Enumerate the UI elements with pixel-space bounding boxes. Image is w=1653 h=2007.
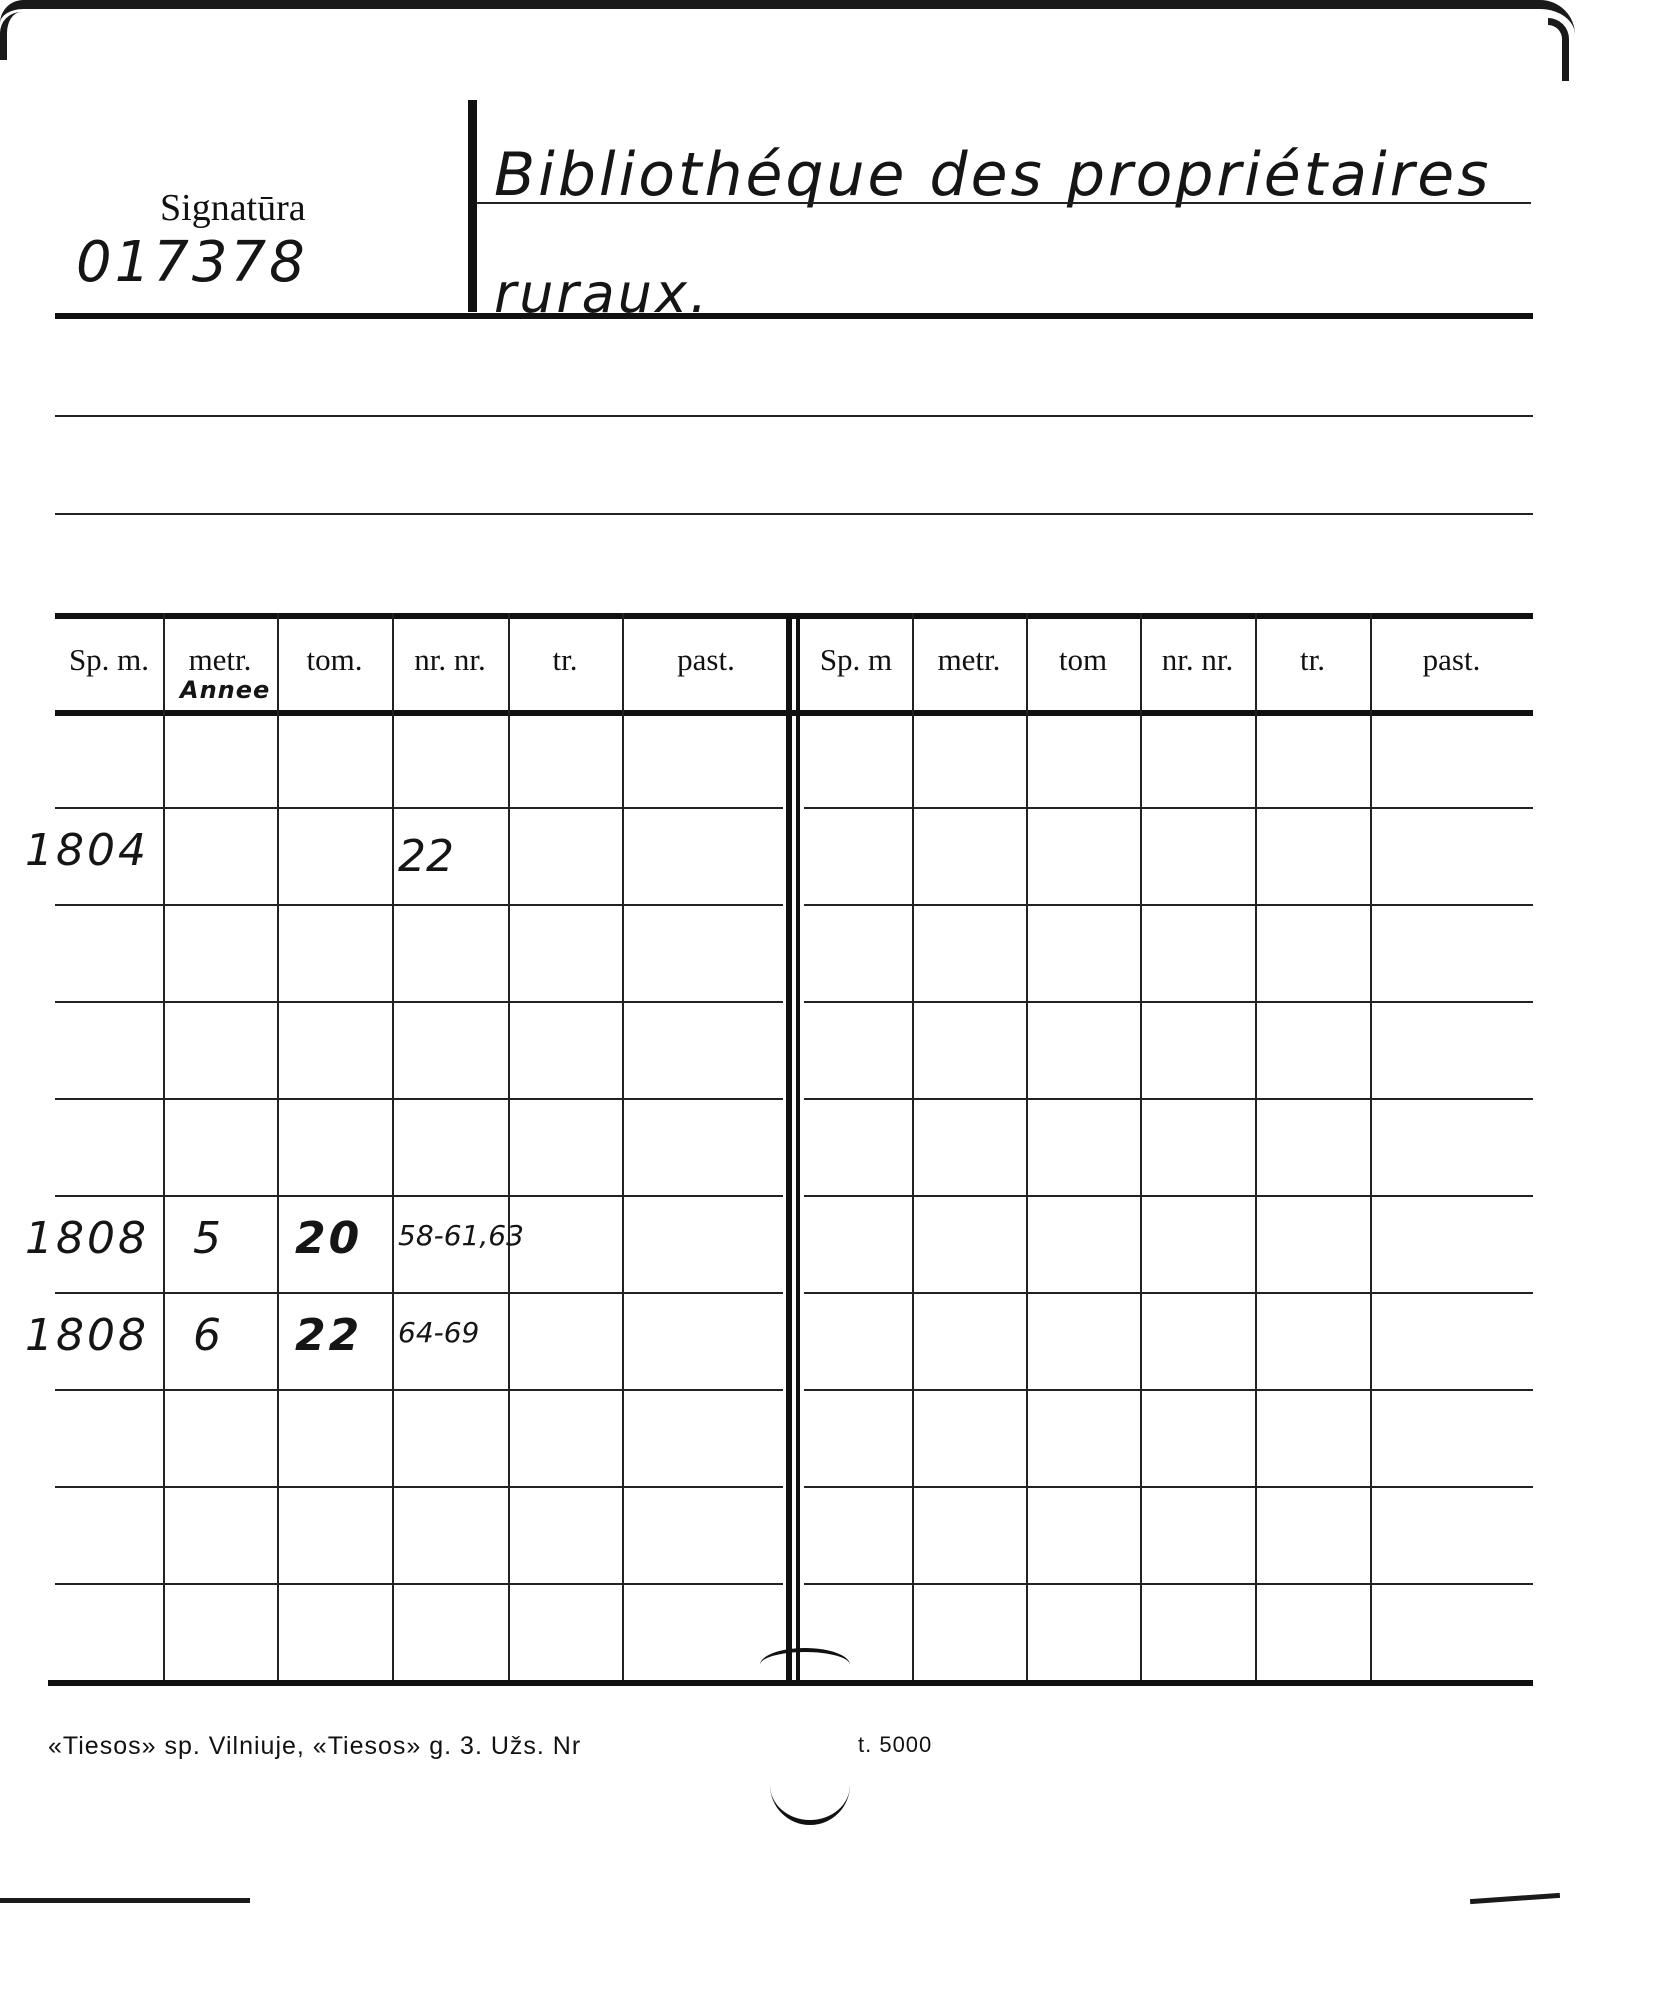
cell-nr: 22 [398, 831, 454, 882]
cell-nr: 64-69 [398, 1316, 480, 1349]
cell-nr: 58-61,63 [398, 1219, 524, 1252]
right-row-line [804, 904, 1533, 906]
left-row-line [55, 904, 783, 906]
card-bottom-edge-right [1470, 1893, 1560, 1904]
title-underline-1 [476, 202, 1531, 204]
left-row-line [55, 1195, 783, 1197]
left-row-line [55, 1098, 783, 1100]
right-row-line [804, 1486, 1533, 1488]
cell-tom: 20 [295, 1213, 363, 1264]
left-header-1: metr. [188, 642, 252, 677]
title-line-1: Bibliothéque des propriétaires [494, 140, 1492, 210]
right-header-0: Sp. m [819, 642, 893, 677]
left-column-line [508, 613, 510, 1680]
cell-sp: 1804 [25, 825, 149, 876]
left-header-3: nr. nr. [414, 642, 486, 677]
title-left-bar [468, 100, 477, 312]
right-header-3: nr. nr. [1161, 642, 1234, 677]
left-row-line [55, 1583, 783, 1585]
right-column-line [1140, 613, 1142, 1680]
left-row-line [55, 1292, 783, 1294]
left-header-2: tom. [306, 642, 363, 677]
right-header-4: tr. [1300, 642, 1325, 677]
left-row-line [55, 807, 783, 809]
right-column-line [912, 613, 914, 1680]
right-header-1: metr. [937, 642, 1001, 677]
signature-label: Signatūra [160, 187, 306, 229]
left-column-line [163, 613, 165, 1680]
bottom-notch [760, 1648, 850, 1682]
left-row-line [55, 1001, 783, 1003]
header-rule [55, 313, 1533, 319]
table-center-divider-a [786, 613, 792, 1680]
cell-sp: 1808 [25, 1213, 149, 1264]
bottom-hole-arc [770, 1780, 850, 1825]
left-header-0: Sp. m. [68, 642, 150, 677]
right-row-line [804, 807, 1533, 809]
right-row-line [804, 1001, 1533, 1003]
left-header-5: past. [677, 642, 735, 677]
cell-metr: 6 [193, 1310, 224, 1361]
right-row-line [804, 1195, 1533, 1197]
print-run: t. 5000 [858, 1732, 933, 1757]
right-row-line [804, 1098, 1533, 1100]
left-column-line [392, 613, 394, 1680]
card-bottom-edge-left [0, 1898, 250, 1903]
left-header-note: Annee [180, 676, 271, 704]
left-column-line [277, 613, 279, 1680]
right-column-line [1255, 613, 1257, 1680]
right-header-2: tom [1058, 642, 1108, 677]
cell-tom: 22 [295, 1310, 363, 1361]
signature-number: 017378 [76, 230, 308, 295]
right-column-line [1370, 613, 1372, 1680]
right-column-line [1026, 613, 1028, 1680]
blank-line-1 [55, 415, 1533, 417]
card-top-right-corner [1548, 18, 1569, 81]
left-header-4: tr. [552, 642, 578, 677]
card-top-edge [0, 0, 1575, 35]
left-column-line [622, 613, 624, 1680]
left-row-line [55, 1486, 783, 1488]
blank-line-2 [55, 513, 1533, 515]
right-row-line [804, 1583, 1533, 1585]
right-row-line [804, 1389, 1533, 1391]
cell-sp: 1808 [25, 1310, 149, 1361]
table-center-divider-b [796, 613, 800, 1680]
right-row-line [804, 1292, 1533, 1294]
right-header-5: past. [1422, 642, 1481, 677]
title-line-2: ruraux. [494, 262, 711, 325]
cell-metr: 5 [193, 1213, 224, 1264]
printer-imprint: «Tiesos» sp. Vilniuje, «Tiesos» g. 3. Užs. Nr [48, 1732, 582, 1760]
left-row-line [55, 1389, 783, 1391]
